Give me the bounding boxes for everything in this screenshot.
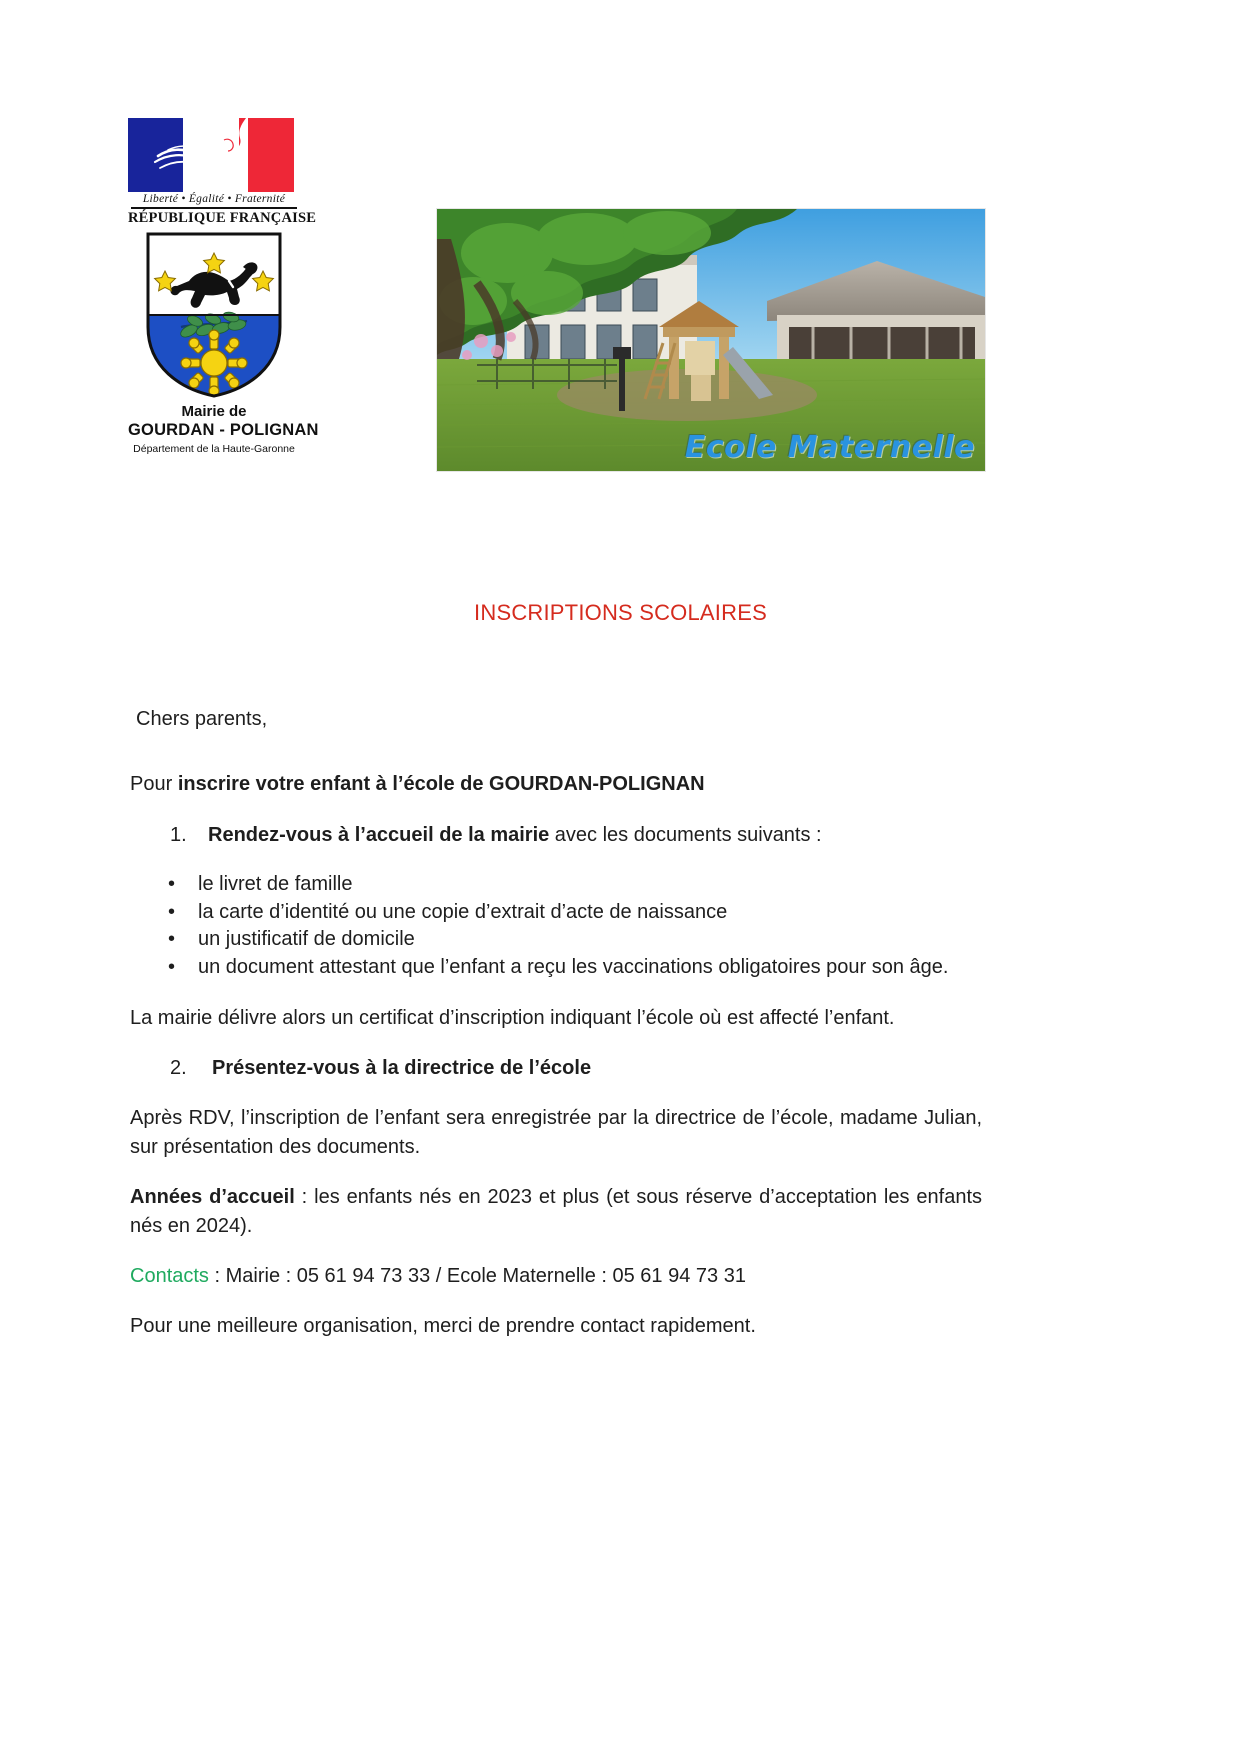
annees-accueil-label: Années d’accueil — [130, 1186, 295, 1209]
rdv-paragraph: Après RDV, l’inscription de l’enfant sera enregistrée par la directrice de l’école, madame Julian, sur présentation des documents. — [130, 1107, 982, 1158]
gourdan-polignan-coat-of-arms-icon — [143, 231, 285, 399]
step-1 — [130, 821, 982, 849]
list-item — [130, 954, 982, 982]
photo-caption-ecole-maternelle: Ecole Maternelle — [684, 430, 975, 465]
list-item — [130, 926, 982, 954]
bullet-icon: • — [168, 873, 176, 896]
document-header — [0, 118, 1241, 518]
coat-of-arms-wrap — [128, 231, 300, 399]
bullet-icon: • — [168, 928, 176, 951]
logo-divider — [131, 207, 297, 209]
steps-list-2 — [130, 1054, 982, 1082]
mairie-logo-block — [128, 118, 319, 455]
contacts-details: : Mairie : 05 61 94 73 33 / Ecole Maternelle : 05 61 94 73 31 — [208, 1264, 746, 1287]
certificat-paragraph: La mairie délivre alors un certificat d’inscription indiquant l’école où est affecté l’enfant. — [130, 1006, 895, 1029]
closing-paragraph: Pour une meilleure organisation, merci de prendre contact rapidement. — [130, 1315, 756, 1338]
document-item-label: un document attestant que l’enfant a reçu les vaccinations obligatoires pour son âge. — [198, 955, 949, 978]
documents-list — [130, 871, 982, 981]
intro-bold: inscrire votre enfant à l’école de GOURDAN-POLIGNAN — [177, 773, 705, 796]
document-item-label: le livret de famille — [198, 873, 353, 896]
bullet-icon: • — [168, 900, 176, 923]
list-item — [130, 899, 982, 927]
school-photo — [436, 208, 986, 472]
list-item — [130, 871, 982, 899]
page-title: INSCRIPTIONS SCOLAIRES — [474, 600, 767, 625]
step-1-number: 1. — [170, 823, 187, 846]
step-2 — [130, 1054, 982, 1082]
document-item-label: la carte d’identité ou une copie d’extrait d’acte de naissance — [198, 900, 728, 923]
step-2-number: 2. — [170, 1056, 187, 1079]
contacts-label: Contacts — [130, 1264, 209, 1287]
steps-list — [130, 821, 982, 849]
step-1-bold: Rendez-vous à l’accueil de la mairie — [208, 823, 550, 846]
department-name: Département de la Haute-Garonne — [133, 443, 295, 455]
republic-motto: Liberté • Égalité • Fraternité — [142, 193, 286, 205]
bullet-icon: • — [168, 955, 176, 978]
step-1-rest: avec les documents suivants : — [549, 823, 822, 846]
contacts-paragraph — [130, 1262, 982, 1290]
step-2-bold: Présentez-vous à la directrice de l’école — [212, 1056, 592, 1079]
school-photo-illustration — [437, 209, 985, 471]
french-republic-flag-marianne-icon — [128, 118, 294, 192]
salutation: Chers parents, — [136, 708, 268, 730]
intro-prefix: Pour — [130, 773, 178, 796]
annees-accueil-rest: : les enfants nés en 2023 et plus (et sous réserve d’acceptation les enfants nés en 2024). — [130, 1186, 982, 1237]
document-item-label: un justificatif de domicile — [198, 928, 415, 951]
annees-accueil-paragraph — [130, 1183, 982, 1240]
document-body — [130, 705, 982, 1341]
republic-name: RÉPUBLIQUE FRANÇAISE — [128, 210, 317, 226]
intro-paragraph — [130, 770, 982, 798]
mairie-label: Mairie de — [181, 403, 247, 420]
commune-name: GOURDAN - POLIGNAN — [128, 421, 319, 439]
